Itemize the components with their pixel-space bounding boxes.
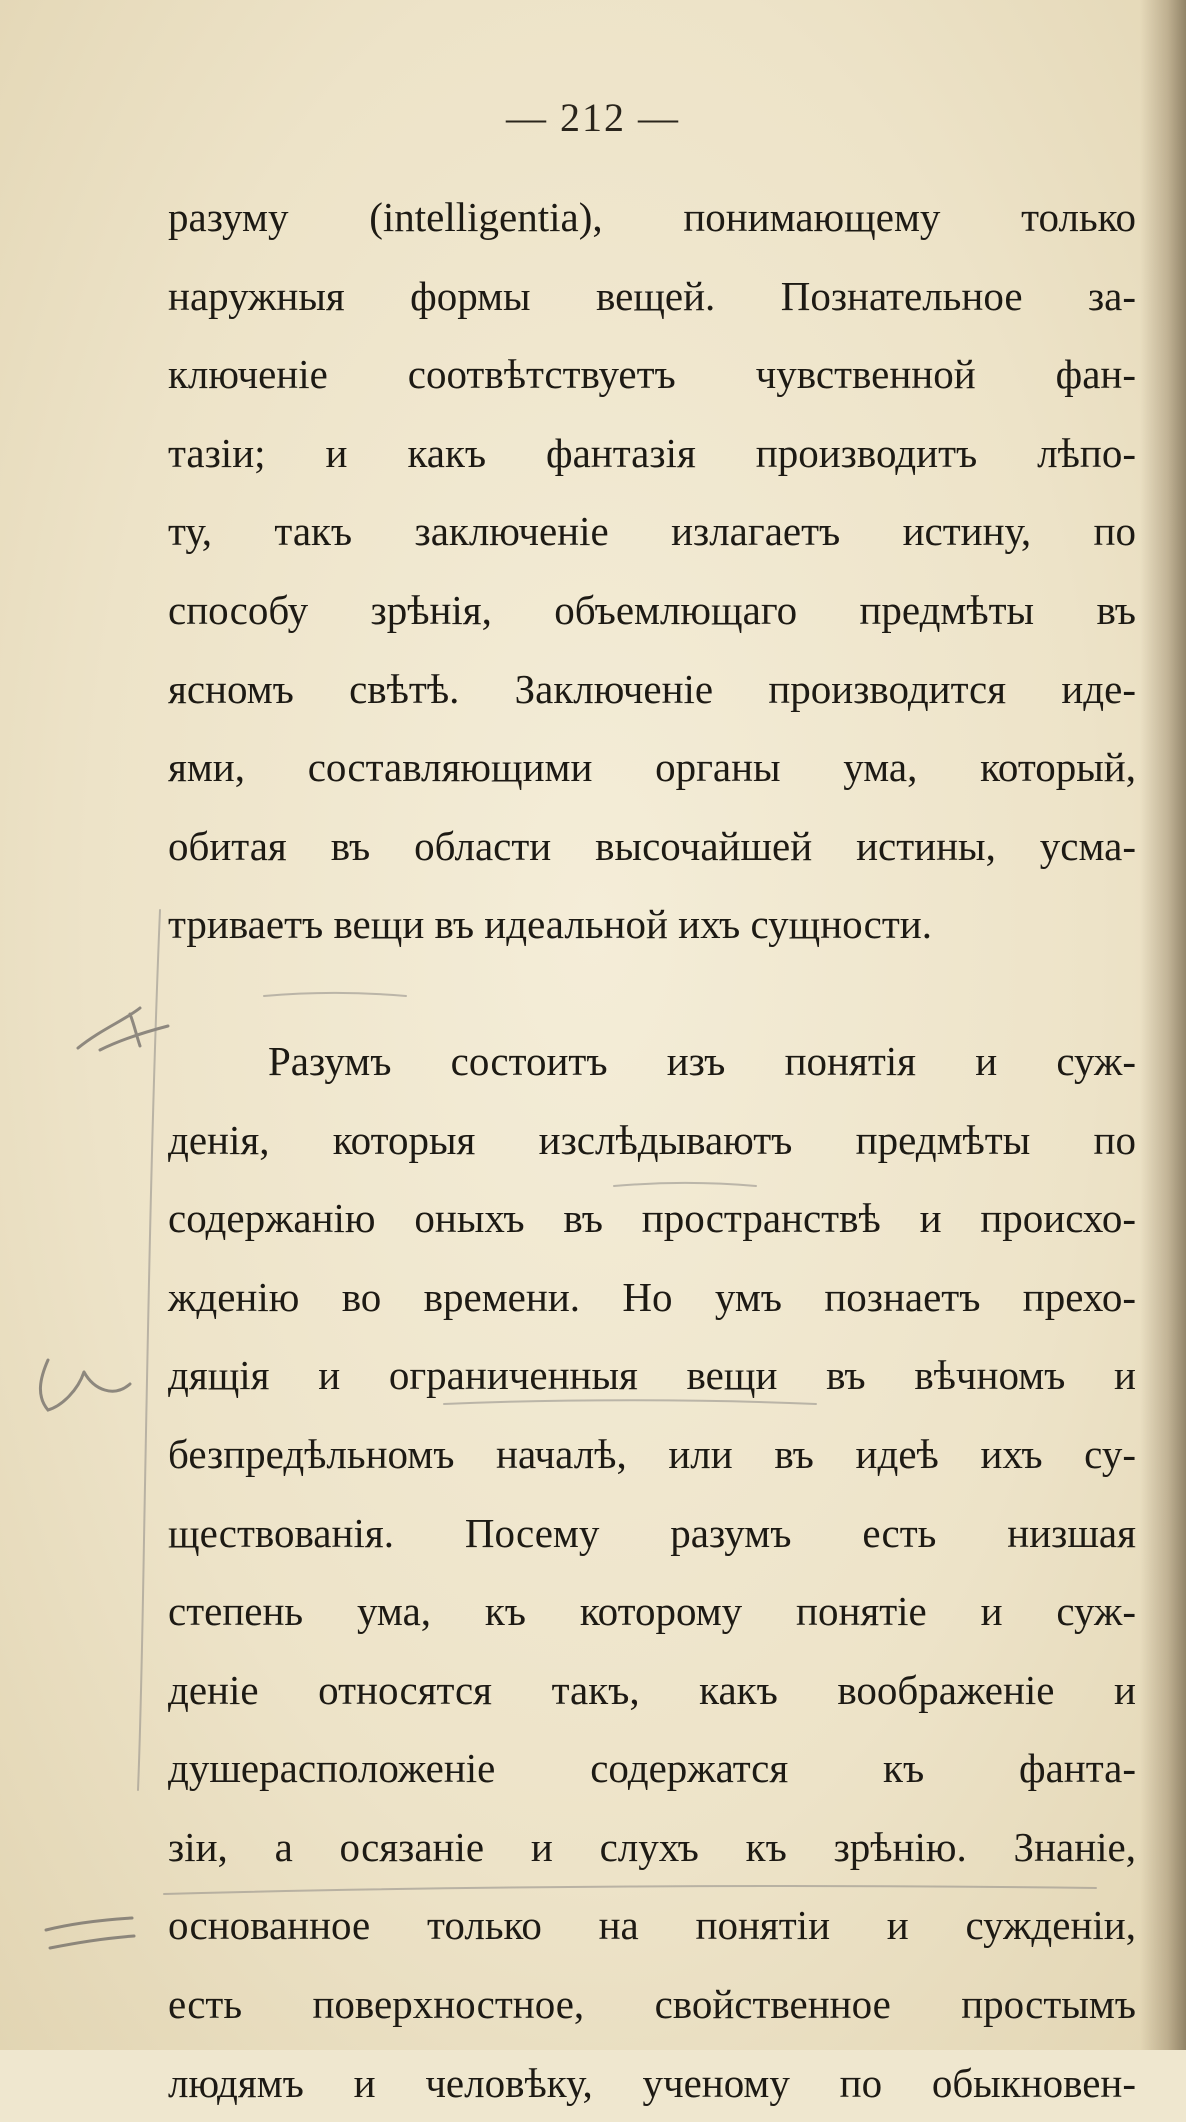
page-number: — 212 — [506,95,680,140]
text-line: душерасположеніе содержатся къ фанта- [168,1745,1136,1792]
text-line: тазіи; и какъ фантазія производитъ лѣпо- [168,429,1136,476]
text-line: есть поверхностное, свойственное простымъ [168,1981,1136,2028]
text-line: триваетъ вещи въ идеальной ихъ сущности. [168,901,932,948]
text-line: деніе относятся такъ, какъ воображеніе и [168,1666,1136,1713]
text-line: степень ума, къ которому понятіе и суж- [168,1588,1136,1635]
text-line: денія, которыя изслѣдываютъ предмѣты по [168,1116,1136,1163]
text-line: содержанію оныхъ въ пространствѣ и происхо- [168,1195,1136,1242]
pencil-mark-1 [70,1000,180,1060]
text-line: ключеніе соотвѣтствуетъ чувственной фан- [168,351,1136,398]
text-line: дящія и ограниченныя вещи въ вѣчномъ и [168,1352,1136,1399]
paragraph-gap [168,964,1136,1022]
text-line: ту, такъ заключеніе излагаетъ истину, по [168,508,1136,555]
pencil-margin-line [130,900,170,1800]
text-line: обитая въ области высочайшей истины, усма- [168,822,1136,869]
text-line: способу зрѣнія, объемлющаго предмѣты въ [168,586,1136,633]
text-line: наружныя формы вещей. Познательное за- [168,272,1136,319]
pencil-mark-2 [18,1350,138,1430]
text-line: разуму (intelligentia), понимающему только [168,194,1136,240]
text-line: ями, составляющими органы ума, который, [168,744,1136,791]
pencil-mark-3 [40,1910,140,1960]
text-line: Разумъ состоитъ изъ понятія и суж- [268,1037,1136,1084]
text-line: основанное только на понятіи и сужденіи, [168,1902,1136,1949]
text-line: зіи, а осязаніе и слухъ къ зрѣнію. Знаніе, [168,1823,1136,1870]
page-edge-shadow [1140,0,1186,2050]
text-line: жденію во времени. Но умъ познаетъ прехо- [168,1273,1136,1320]
text-line: ясномъ свѣтѣ. Заключеніе производится иде- [168,665,1136,712]
text-line: безпредѣльномъ началѣ, или въ идеѣ ихъ су- [168,1430,1136,1477]
body-text [168,178,1136,2122]
text-line: ществованія. Посему разумъ есть низшая [168,1509,1136,1556]
text-line: людямъ и человѣку, ученому по обыкновен- [168,2059,1136,2106]
